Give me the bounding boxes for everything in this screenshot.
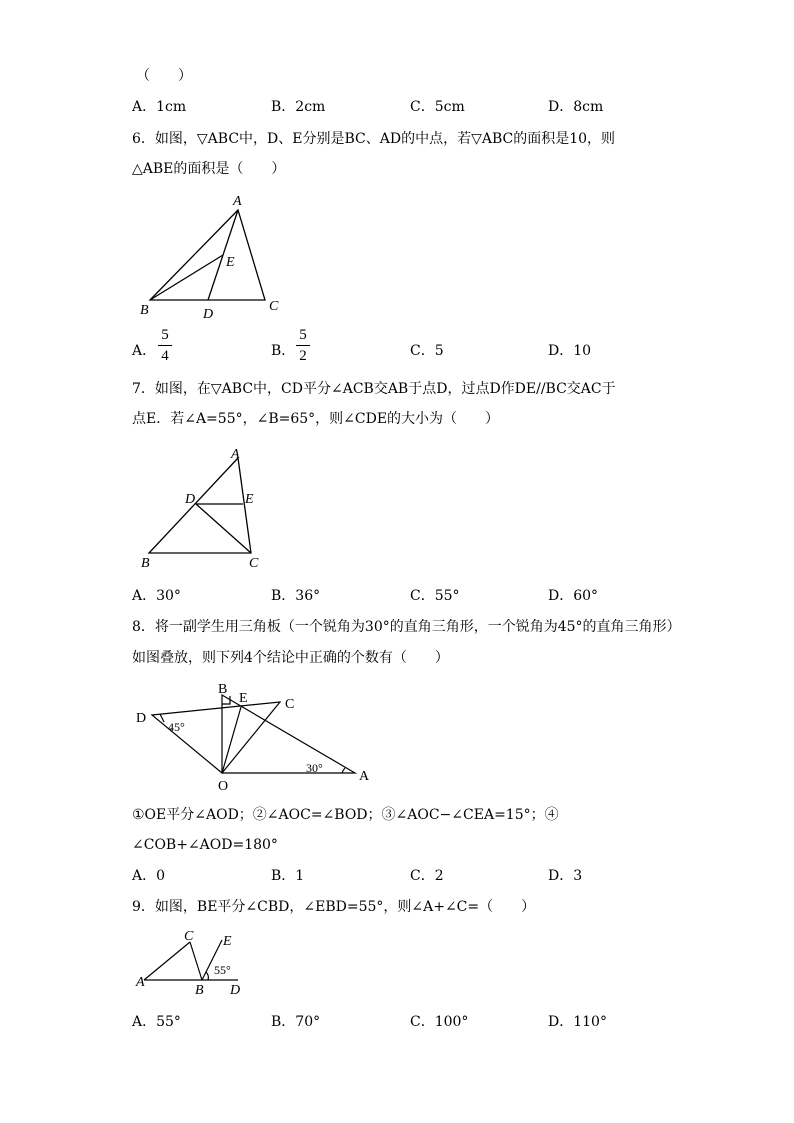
q8-angle-45: 45° (168, 720, 185, 734)
q5-option-c[interactable]: C．5cm (410, 99, 465, 115)
q9-label-e: E (223, 934, 232, 949)
q6-label-b: B (140, 303, 149, 318)
q9-stem-line1: 9．如图，BE平分∠CBD，∠EBD=55°，则∠A+∠C=（ ） (132, 899, 536, 915)
q7-option-d[interactable]: D．60° (548, 588, 599, 604)
q8-stem-line2: 如图叠放，则下列4个结论中正确的个数有（ ） (132, 650, 449, 666)
q7-option-b[interactable]: B．36° (271, 588, 321, 604)
q8-label-e: E (239, 691, 248, 706)
q6-option-c[interactable]: C．5 (410, 343, 444, 359)
q8-label-d: D (136, 711, 147, 726)
q7-stem-line1: 7．如图，在▽ABC中，CD平分∠ACB交AB于点D，过点D作DE//BC交AC于 (132, 381, 616, 397)
q8-option-a[interactable]: A．0 (132, 868, 166, 884)
q5-option-d[interactable]: D．8cm (548, 99, 604, 115)
q6-option-b-denominator: 2 (299, 348, 307, 364)
q7-label-a: A (231, 447, 240, 462)
q7-option-c[interactable]: C．55° (410, 588, 460, 604)
q9-label-c: C (184, 929, 194, 944)
q6-option-a-prefix: A． (132, 343, 157, 359)
q8-angle-30: 30° (306, 761, 323, 775)
q8-label-b: B (218, 682, 228, 697)
q7-option-a[interactable]: A．30° (132, 588, 181, 604)
q7-label-c: C (249, 556, 259, 571)
q8-figure (130, 680, 380, 795)
q9-angle-55: 55° (214, 963, 231, 977)
q6-option-b-numerator: 5 (299, 327, 307, 343)
q7-label-d: D (185, 492, 196, 507)
q9-label-a: A (136, 975, 145, 990)
q8-statements-line1: ①OE平分∠AOD；②∠AOC=∠BOD；③∠AOC−∠CEA=15°；④ (132, 807, 559, 823)
q9-label-b: B (195, 983, 204, 998)
q6-stem-line1: 6．如图，▽ABC中，D、E分别是BC、AD的中点，若▽ABC的面积是10，则 (132, 131, 616, 147)
q8-option-b[interactable]: B．1 (271, 868, 305, 884)
q6-option-a-numerator: 5 (161, 327, 169, 343)
q8-stem-line1: 8．将一副学生用三角板（一个锐角为30°的直角三角形，一个锐角为45°的直角三角形） (132, 619, 681, 635)
q8-label-a: A (359, 769, 370, 784)
q7-label-b: B (141, 556, 150, 571)
q9-label-d: D (230, 983, 241, 998)
q9-option-d[interactable]: D．110° (548, 1014, 607, 1030)
q9-option-b[interactable]: B．70° (271, 1014, 321, 1030)
q6-label-d: D (203, 307, 214, 322)
q9-figure (130, 928, 250, 1000)
q6-label-a: A (233, 194, 242, 209)
q9-option-c[interactable]: C．100° (410, 1014, 469, 1030)
q6-option-a[interactable] (132, 341, 156, 361)
q8-label-o: O (218, 779, 229, 794)
q5-option-b[interactable]: B．2cm (271, 99, 326, 115)
q7-stem-line2: 点E．若∠A=55°，∠B=65°，则∠CDE的大小为（ ） (132, 411, 500, 427)
q7-figure (135, 443, 275, 573)
q6-option-b-fraction (296, 326, 310, 365)
q6-option-a-denominator: 4 (161, 348, 169, 364)
q5-option-a[interactable]: A．1cm (132, 99, 187, 115)
q6-option-a-fraction (158, 326, 172, 365)
q8-option-d[interactable]: D．3 (548, 868, 583, 884)
q8-label-c: C (285, 697, 295, 712)
q6-figure (130, 190, 300, 325)
q8-statements-line2: ∠COB+∠AOD=180° (132, 837, 278, 853)
q8-option-c[interactable]: C．2 (410, 868, 444, 884)
q6-stem-line2: △ABE的面积是（ ） (132, 161, 286, 177)
q5-paren: （ ） (136, 68, 192, 84)
q6-label-c: C (269, 299, 279, 314)
q9-option-a[interactable]: A．55° (132, 1014, 181, 1030)
q6-option-b-prefix: B． (271, 343, 296, 359)
q7-label-e: E (245, 492, 254, 507)
q6-option-d[interactable]: D．10 (548, 343, 592, 359)
q6-label-e: E (226, 255, 235, 270)
q6-option-b[interactable] (271, 341, 295, 361)
